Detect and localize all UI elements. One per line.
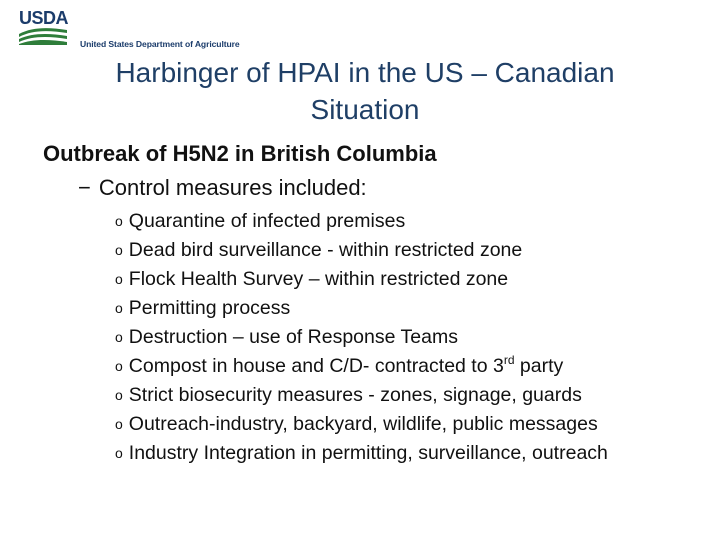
bullet-marker: o	[115, 358, 123, 374]
slide-title-line1: Harbinger of HPAI in the US – Canadian	[115, 57, 615, 88]
bullet-text: Destruction – use of Response Teams	[128, 326, 458, 348]
svg-text:USDA: USDA	[19, 8, 68, 28]
bullet-text: Industry Integration in permitting, surveillance, outreach	[128, 442, 608, 464]
bullet-text: Outreach-industry, backyard, wildlife, public messages	[128, 413, 598, 435]
bullet-marker: o	[115, 213, 123, 229]
dash-marker: −	[78, 175, 91, 200]
slide-title	[40, 54, 690, 128]
bullet-marker: o	[115, 242, 123, 258]
subheading-text: Control measures included:	[98, 175, 367, 200]
bullet-item	[115, 236, 608, 265]
bullet-text-continued: party	[514, 355, 564, 377]
bullet-text: Flock Health Survey – within restricted zone	[128, 268, 509, 290]
bullet-text: Quarantine of infected premises	[128, 210, 406, 232]
bullet-marker: o	[115, 329, 123, 345]
bullet-item	[115, 323, 608, 352]
bullet-item	[115, 265, 608, 294]
bullet-text: Permitting process	[128, 297, 291, 319]
bullet-text: Compost in house and C/D- contracted to 3	[128, 355, 504, 377]
usda-tagline: United States Department of Agriculture	[80, 39, 240, 49]
bullet-marker: o	[115, 387, 123, 403]
bullet-marker: o	[115, 271, 123, 287]
bullet-list	[115, 207, 608, 468]
bullet-item	[115, 439, 608, 468]
bullet-item	[115, 294, 608, 323]
bullet-item	[115, 381, 608, 410]
bullet-item	[115, 207, 608, 236]
bullet-item	[115, 410, 608, 439]
bullet-marker: o	[115, 300, 123, 316]
bullet-item	[115, 352, 608, 381]
usda-logo	[18, 8, 250, 48]
usda-logo-mark	[18, 8, 68, 46]
bullet-text: Dead bird surveillance - within restricted zone	[128, 239, 523, 261]
subheading	[78, 175, 367, 201]
bullet-marker: o	[115, 416, 123, 432]
bullet-superscript: rd	[503, 353, 515, 367]
slide-title-line2: Situation	[310, 94, 420, 125]
bullet-marker: o	[115, 445, 123, 461]
section-heading: Outbreak of H5N2 in British Columbia	[43, 141, 437, 166]
bullet-text: Strict biosecurity measures - zones, signage, guards	[128, 384, 582, 406]
